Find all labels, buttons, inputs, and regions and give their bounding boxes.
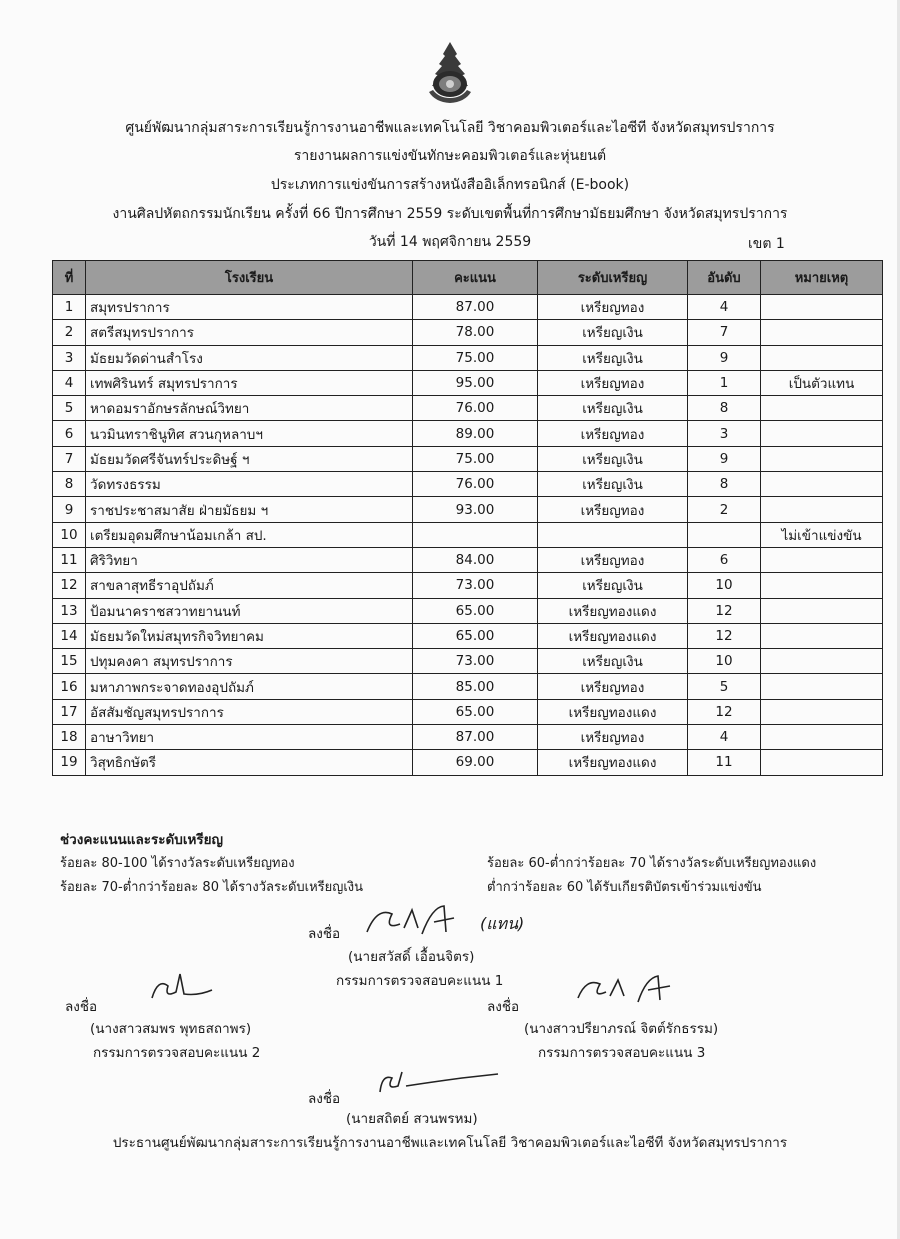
cell-rank: 9 (688, 345, 761, 370)
cell-medal: เหรียญเงิน (538, 396, 688, 421)
cell-no: 1 (53, 295, 86, 320)
cell-rank: 2 (688, 497, 761, 522)
cell-medal (538, 522, 688, 547)
cell-score: 85.00 (413, 674, 538, 699)
cell-medal: เหรียญเงิน (538, 345, 688, 370)
sign-label-judge2: ลงชื่อ (65, 999, 98, 1015)
cell-note (761, 725, 883, 750)
signature-judge1 (362, 902, 472, 942)
table-row (53, 623, 883, 648)
header-organization: ศูนย์พัฒนากลุ่มสาระการเรียนรู้การงานอาชีพและเทคโนโลยี วิชาคอมพิวเตอร์และไอซีที จังหวัดสมุทรปราการ (125, 120, 775, 136)
cell-rank: 1 (688, 370, 761, 395)
cell-rank: 11 (688, 750, 761, 775)
cell-school: อาษาวิทยา (86, 725, 413, 750)
signature-substitute-note: (แทน) (480, 914, 525, 933)
cell-score: 84.00 (413, 547, 538, 572)
criteria-silver: ร้อยละ 70-ต่ำกว่าร้อยละ 80 ได้รางวัลระดับเหรียญเงิน (60, 880, 363, 895)
table-row (53, 497, 883, 522)
cell-rank: 5 (688, 674, 761, 699)
cell-score: 69.00 (413, 750, 538, 775)
cell-no: 17 (53, 699, 86, 724)
sign-label-chair: ลงชื่อ (308, 1091, 341, 1107)
signature-judge3 (572, 970, 682, 1010)
cell-note (761, 573, 883, 598)
cell-school: นวมินทราชินูทิศ สวนกุหลาบฯ (86, 421, 413, 446)
cell-no: 4 (53, 370, 86, 395)
sign-label-judge3: ลงชื่อ (487, 999, 520, 1015)
col-header-note: หมายเหตุ (761, 261, 883, 295)
cell-school: มัธยมวัดศรีจันทร์ประดิษฐ์ ฯ (86, 446, 413, 471)
cell-rank: 10 (688, 573, 761, 598)
table-row (53, 421, 883, 446)
cell-medal: เหรียญเงิน (538, 573, 688, 598)
col-header-no: ที่ (53, 261, 86, 295)
table-row (53, 472, 883, 497)
table-row (53, 573, 883, 598)
col-header-school: โรงเรียน (86, 261, 413, 295)
cell-medal: เหรียญทอง (538, 725, 688, 750)
cell-no: 10 (53, 522, 86, 547)
cell-rank: 7 (688, 320, 761, 345)
cell-medal: เหรียญเงิน (538, 649, 688, 674)
cell-score: 87.00 (413, 295, 538, 320)
cell-school: สาขลาสุทธีราอุปถัมภ์ (86, 573, 413, 598)
table-row (53, 295, 883, 320)
cell-school: ศิริวิทยา (86, 547, 413, 572)
cell-score: 95.00 (413, 370, 538, 395)
judge1-role: กรรมการตรวจสอบคะแนน 1 (336, 973, 504, 989)
cell-score: 73.00 (413, 573, 538, 598)
zone-label: เขต 1 (748, 236, 785, 252)
cell-medal: เหรียญทอง (538, 370, 688, 395)
table-row (53, 725, 883, 750)
cell-note (761, 750, 883, 775)
chair-name: (นายสถิตย์ สวนพรหม) (346, 1111, 478, 1127)
sign-label-judge1: ลงชื่อ (308, 926, 341, 942)
chair-title: ประธานศูนย์พัฒนากลุ่มสาระการเรียนรู้การงานอาชีพและเทคโนโลยี วิชาคอมพิวเตอร์และไอซีที จังหวัดสมุทรปราการ (112, 1135, 788, 1151)
cell-score: 78.00 (413, 320, 538, 345)
table-row (53, 370, 883, 395)
cell-school: สมุทรปราการ (86, 295, 413, 320)
cell-rank: 12 (688, 699, 761, 724)
table-row (53, 674, 883, 699)
criteria-bronze: ร้อยละ 60-ต่ำกว่าร้อยละ 70 ได้รางวัลระดับเหรียญทองแดง (487, 856, 817, 871)
header-competition-type: ประเภทการแข่งขันการสร้างหนังสืออิเล็กทรอนิกส์ (E-book) (270, 177, 630, 193)
cell-school: มัธยมวัดด่านสำโรง (86, 345, 413, 370)
cell-note (761, 699, 883, 724)
criteria-participation: ต่ำกว่าร้อยละ 60 ได้รับเกียรติบัตรเข้าร่วมแข่งขัน (487, 880, 762, 895)
cell-no: 18 (53, 725, 86, 750)
signature-judge2 (140, 968, 220, 1008)
table-row (53, 345, 883, 370)
cell-medal: เหรียญทอง (538, 295, 688, 320)
cell-medal: เหรียญทอง (538, 421, 688, 446)
cell-medal: เหรียญทองแดง (538, 699, 688, 724)
header-event: งานศิลปหัตถกรรมนักเรียน ครั้งที่ 66 ปีการศึกษา 2559 ระดับเขตพื้นที่การศึกษามัธยมศึกษา จังหวัดสมุทรปราการ (112, 206, 788, 222)
cell-school: หาดอมราอักษรลักษณ์วิทยา (86, 396, 413, 421)
cell-score (413, 522, 538, 547)
cell-note (761, 421, 883, 446)
cell-school: วิสุทธิกษัตรี (86, 750, 413, 775)
table-row (53, 699, 883, 724)
cell-no: 15 (53, 649, 86, 674)
signature-chair (372, 1064, 502, 1100)
cell-no: 14 (53, 623, 86, 648)
cell-score: 75.00 (413, 446, 538, 471)
col-header-medal: ระดับเหรียญ (538, 261, 688, 295)
ministry-emblem-icon (421, 40, 479, 106)
cell-note: เป็นตัวแทน (761, 370, 883, 395)
col-header-rank: อันดับ (688, 261, 761, 295)
cell-school: สตรีสมุทรปราการ (86, 320, 413, 345)
col-header-score: คะแนน (413, 261, 538, 295)
cell-no: 8 (53, 472, 86, 497)
cell-rank: 10 (688, 649, 761, 674)
cell-note (761, 649, 883, 674)
cell-medal: เหรียญเงิน (538, 446, 688, 471)
judge3-name: (นางสาวปรียาภรณ์ จิตต์รักธรรม) (524, 1021, 719, 1037)
results-table (52, 260, 883, 776)
cell-note (761, 472, 883, 497)
cell-score: 73.00 (413, 649, 538, 674)
table-row (53, 320, 883, 345)
cell-no: 9 (53, 497, 86, 522)
cell-note (761, 396, 883, 421)
cell-medal: เหรียญทอง (538, 674, 688, 699)
cell-no: 16 (53, 674, 86, 699)
cell-note (761, 598, 883, 623)
table-row (53, 547, 883, 572)
cell-no: 7 (53, 446, 86, 471)
table-row (53, 396, 883, 421)
judge3-role: กรรมการตรวจสอบคะแนน 3 (538, 1045, 706, 1061)
cell-rank: 12 (688, 623, 761, 648)
cell-no: 12 (53, 573, 86, 598)
judge2-name: (นางสาวสมพร พุทธสถาพร) (90, 1021, 252, 1037)
cell-note (761, 674, 883, 699)
cell-rank (688, 522, 761, 547)
cell-note (761, 295, 883, 320)
cell-note (761, 497, 883, 522)
cell-school: ปทุมคงคา สมุทรปราการ (86, 649, 413, 674)
cell-score: 65.00 (413, 699, 538, 724)
cell-note: ไม่เข้าแข่งขัน (761, 522, 883, 547)
table-row (53, 446, 883, 471)
cell-no: 3 (53, 345, 86, 370)
judge1-name: (นายสวัสดิ์ เอื้อนจิตร) (348, 949, 475, 965)
cell-school: เทพศิรินทร์ สมุทรปราการ (86, 370, 413, 395)
cell-school: วัดทรงธรรม (86, 472, 413, 497)
header-report-title: รายงานผลการแข่งขันทักษะคอมพิวเตอร์และหุ่นยนต์ (293, 148, 607, 164)
cell-score: 93.00 (413, 497, 538, 522)
cell-no: 2 (53, 320, 86, 345)
cell-medal: เหรียญเงิน (538, 320, 688, 345)
cell-score: 75.00 (413, 345, 538, 370)
cell-score: 65.00 (413, 598, 538, 623)
cell-note (761, 623, 883, 648)
cell-note (761, 345, 883, 370)
cell-medal: เหรียญทอง (538, 497, 688, 522)
cell-score: 87.00 (413, 725, 538, 750)
cell-medal: เหรียญเงิน (538, 472, 688, 497)
table-row (53, 598, 883, 623)
cell-rank: 8 (688, 396, 761, 421)
table-row (53, 522, 883, 547)
cell-no: 5 (53, 396, 86, 421)
table-row (53, 750, 883, 775)
cell-note (761, 446, 883, 471)
cell-school: มัธยมวัดใหม่สมุทรกิจวิทยาคม (86, 623, 413, 648)
cell-rank: 4 (688, 725, 761, 750)
cell-score: 89.00 (413, 421, 538, 446)
cell-rank: 4 (688, 295, 761, 320)
cell-rank: 8 (688, 472, 761, 497)
cell-school: ราชประชาสมาสัย ฝ่ายมัธยม ฯ (86, 497, 413, 522)
cell-rank: 9 (688, 446, 761, 471)
cell-no: 6 (53, 421, 86, 446)
cell-score: 65.00 (413, 623, 538, 648)
cell-rank: 12 (688, 598, 761, 623)
judge2-role: กรรมการตรวจสอบคะแนน 2 (93, 1045, 261, 1061)
cell-score: 76.00 (413, 472, 538, 497)
cell-school: เตรียมอุดมศึกษาน้อมเกล้า สป. (86, 522, 413, 547)
cell-rank: 6 (688, 547, 761, 572)
cell-no: 11 (53, 547, 86, 572)
criteria-gold: ร้อยละ 80-100 ได้รางวัลระดับเหรียญทอง (60, 856, 295, 871)
cell-school: ป้อมนาคราชสวาทยานนท์ (86, 598, 413, 623)
header-date: วันที่ 14 พฤศจิกายน 2559 (368, 234, 532, 250)
cell-school: มหาภาพกระจาดทองอุปถัมภ์ (86, 674, 413, 699)
cell-rank: 3 (688, 421, 761, 446)
table-row (53, 649, 883, 674)
cell-no: 13 (53, 598, 86, 623)
cell-note (761, 320, 883, 345)
cell-medal: เหรียญทองแดง (538, 623, 688, 648)
table-header-row (53, 261, 883, 295)
cell-note (761, 547, 883, 572)
cell-medal: เหรียญทอง (538, 547, 688, 572)
cell-school: อัสสัมชัญสมุทรปราการ (86, 699, 413, 724)
cell-no: 19 (53, 750, 86, 775)
cell-score: 76.00 (413, 396, 538, 421)
cell-medal: เหรียญทองแดง (538, 598, 688, 623)
cell-medal: เหรียญทองแดง (538, 750, 688, 775)
criteria-title: ช่วงคะแนนและระดับเหรียญ (60, 832, 224, 848)
